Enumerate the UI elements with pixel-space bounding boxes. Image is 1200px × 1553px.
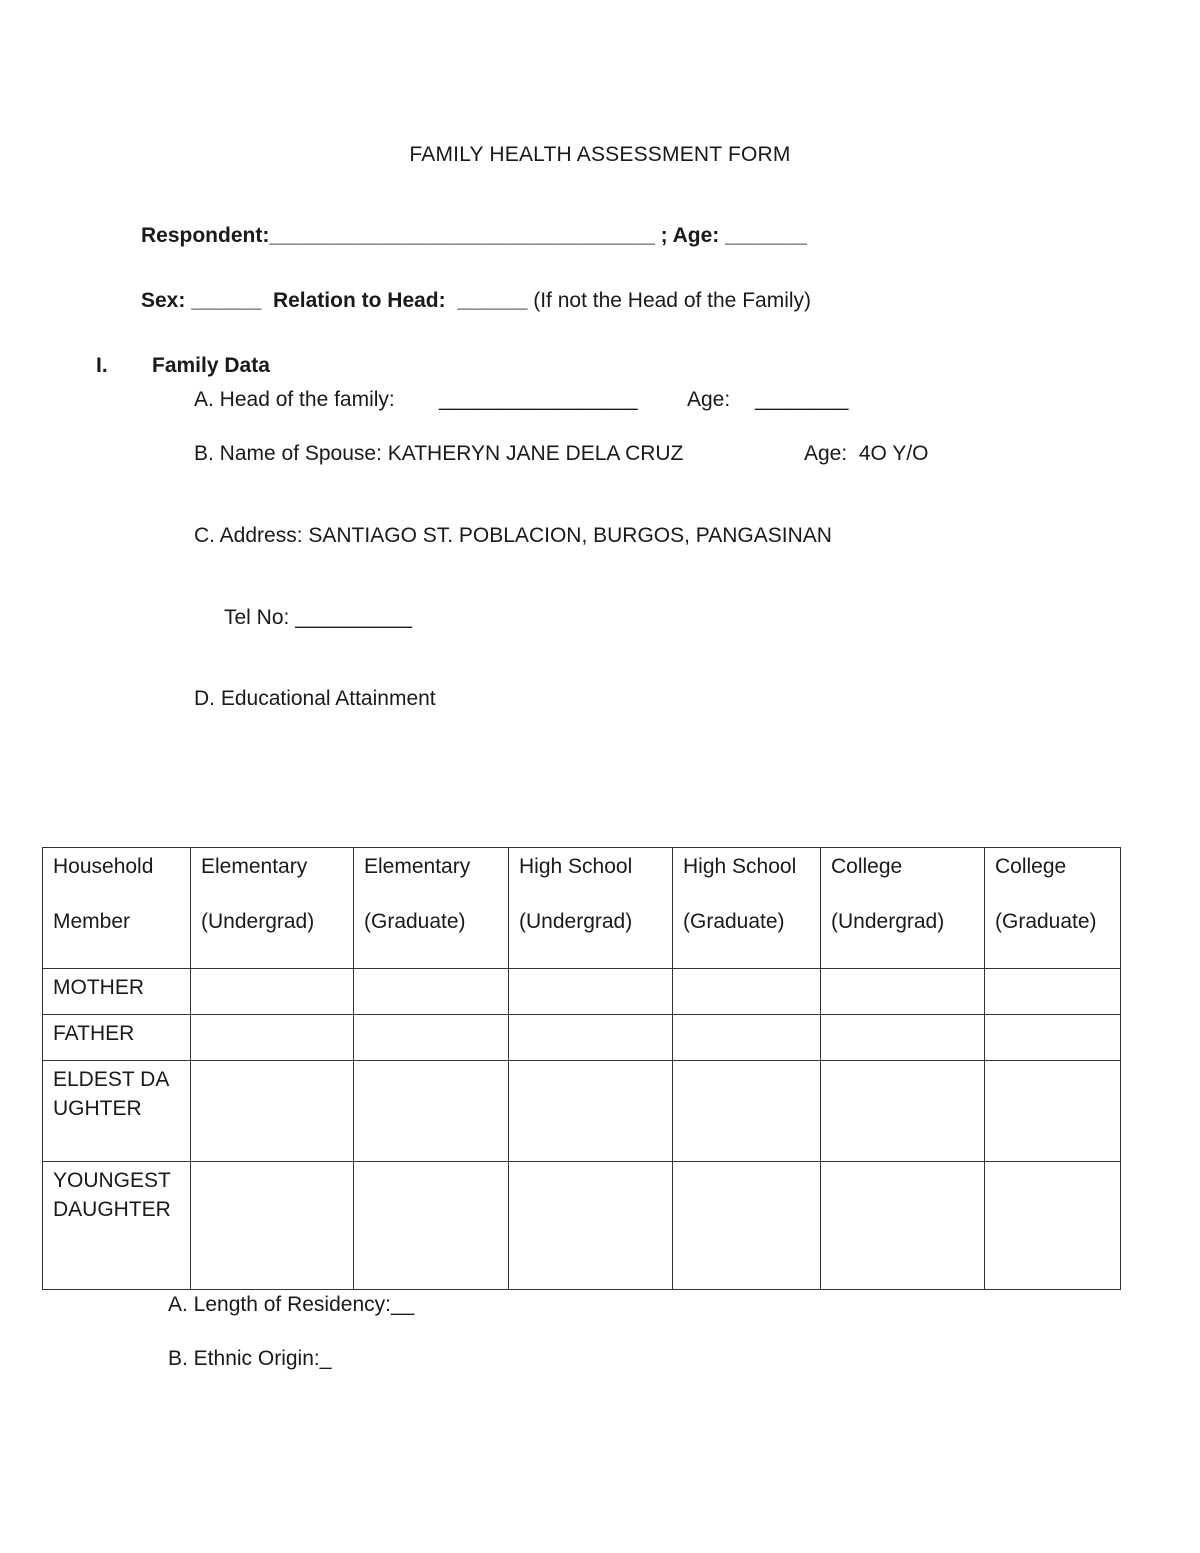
sex-blank: ______ [191,289,262,312]
member-cell: YOUNGEST DAUGHTER [43,1162,191,1290]
header-cell: College (Undergrad) [821,848,985,969]
empty-cell [821,1015,985,1061]
respondent-blank: _________________________________ [269,224,655,247]
empty-cell [509,1061,673,1162]
head-age-label: Age: [687,388,731,411]
empty-cell [673,1162,821,1290]
address: C. Address: SANTIAGO ST. POBLACION, BURGOS, PANGASINAN [194,524,832,547]
empty-cell [191,969,354,1015]
section-numeral: I. [96,354,108,377]
empty-cell [191,1061,354,1162]
respondent-age-label: ; Age: [654,224,726,247]
empty-cell [985,1061,1121,1162]
empty-cell [673,1015,821,1061]
spouse-age: Age: 4O Y/O [804,442,929,465]
header-cell: Elementary (Graduate) [354,848,509,969]
relation-label: Relation to Head: [272,289,446,312]
sex-label: Sex: [141,289,192,312]
empty-cell [191,1015,354,1061]
educational-attainment-label: D. Educational Attainment [194,687,436,710]
table-row [43,1061,1121,1162]
empty-cell [354,1015,509,1061]
header-cell: High School (Graduate) [673,848,821,969]
head-of-family-label: A. Head of the family: [194,388,395,411]
ethnic-origin: B. Ethnic Origin:_ [168,1347,332,1370]
section-title: Family Data [152,354,270,377]
education-table [42,847,1121,1290]
member-cell: MOTHER [43,969,191,1015]
empty-cell [354,1061,509,1162]
empty-cell [354,1162,509,1290]
empty-cell [985,1015,1121,1061]
table-row [43,1162,1121,1290]
empty-cell [673,969,821,1015]
length-of-residency: A. Length of Residency:__ [168,1293,415,1316]
tel-number: Tel No: __________ [224,606,412,629]
table-row [43,969,1121,1015]
head-age-blank: ________ [755,388,849,411]
member-cell: ELDEST DAUGHTER [43,1061,191,1162]
respondent-age-blank: _______ [725,224,807,247]
header-cell: Household Member [43,848,191,969]
header-cell: Elementary (Undergrad) [191,848,354,969]
head-of-family-blank: _________________ [439,388,638,411]
empty-cell [673,1061,821,1162]
empty-cell [821,969,985,1015]
respondent-line [141,224,807,248]
empty-cell [509,969,673,1015]
empty-cell [821,1061,985,1162]
empty-cell [509,1162,673,1290]
empty-cell [985,969,1121,1015]
sex-relation-line [141,289,811,313]
table-header-row [43,848,1121,969]
header-cell: College (Graduate) [985,848,1121,969]
member-cell: FATHER [43,1015,191,1061]
empty-cell [191,1162,354,1290]
respondent-label: Respondent: [141,224,270,247]
empty-cell [509,1015,673,1061]
header-cell: High School (Undergrad) [509,848,673,969]
empty-cell [985,1162,1121,1290]
empty-cell [821,1162,985,1290]
empty-cell [354,969,509,1015]
table-row [43,1015,1121,1061]
relation-blank: ______ [457,289,528,312]
spouse-name: B. Name of Spouse: KATHERYN JANE DELA CRUZ [194,442,684,465]
form-title: FAMILY HEALTH ASSESSMENT FORM [409,143,791,166]
relation-note: (If not the Head of the Family) [533,289,812,312]
